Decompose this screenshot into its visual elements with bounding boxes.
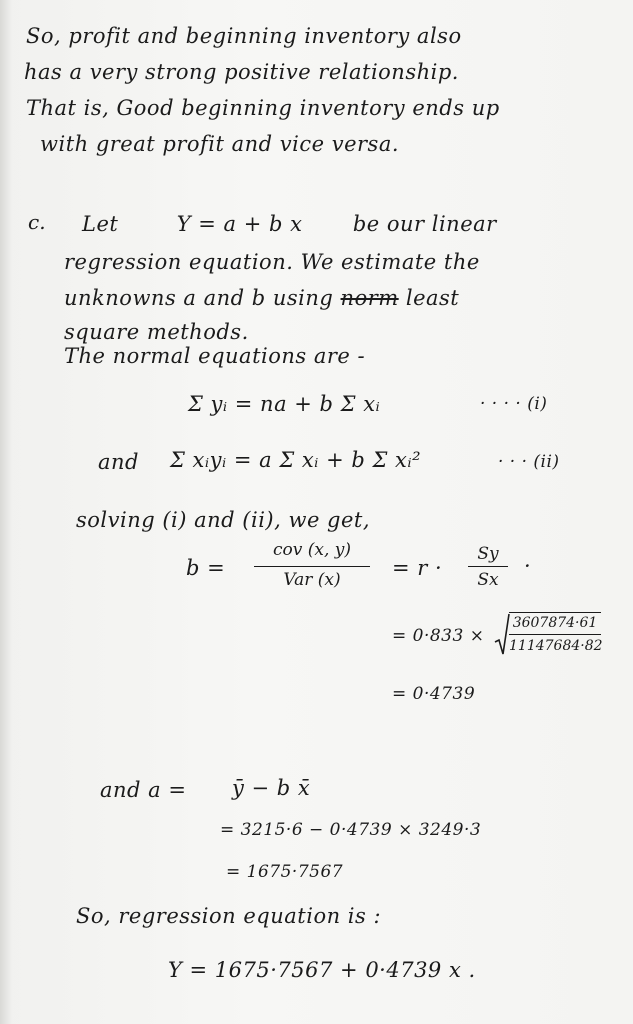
intro3-end: least xyxy=(405,286,460,310)
text-line: square methods. xyxy=(64,320,249,344)
text-line xyxy=(64,286,459,310)
text-line: regression equation. We estimate the xyxy=(64,250,480,274)
trailing-dot: · xyxy=(524,554,532,578)
a-result: = 1675·7567 xyxy=(226,862,344,882)
intro-let: Let xyxy=(82,212,119,236)
root-overline xyxy=(509,612,601,613)
text-line: That is, Good beginning inventory ends up xyxy=(26,96,500,120)
final-regression-equation: Y = 1675·7567 + 0·4739 x . xyxy=(168,958,476,982)
page-edge-shadow xyxy=(0,0,12,1024)
a-formula: ȳ − b x̄ xyxy=(232,776,311,800)
b-denominator: Var (x) xyxy=(283,570,341,590)
equation-tag-2: · · · (ii) xyxy=(498,452,560,472)
conclusion-line: So, regression equation is : xyxy=(76,904,382,928)
b-lhs: b = xyxy=(186,556,226,580)
square-root-icon xyxy=(494,612,510,658)
sqrt-numerator: 3607874·61 xyxy=(512,615,598,631)
text-line xyxy=(82,212,497,236)
part-c-label: c. xyxy=(28,210,46,234)
intro-rest: be our linear xyxy=(352,212,497,236)
text-line: with great profit and vice versa. xyxy=(40,132,400,156)
intro3-start: unknowns a and b using xyxy=(64,286,334,310)
b-equals-r: = r · xyxy=(392,556,443,580)
struck-word: norm xyxy=(340,286,399,310)
fraction-bar xyxy=(509,634,601,635)
sqrt-denominator: 11147684·82 xyxy=(509,638,603,654)
fraction-bar xyxy=(254,566,370,567)
b-result: = 0·4739 xyxy=(392,684,476,704)
model-equation: Y = a + b x xyxy=(176,212,303,236)
text-line: has a very strong positive relationship. xyxy=(24,60,459,84)
a-lhs: and a = xyxy=(100,778,187,802)
text-line: So, profit and beginning inventory also xyxy=(26,24,462,48)
text-line: The normal equations are - xyxy=(64,344,366,368)
eq2-and: and xyxy=(98,450,139,474)
b-step2: = 0·833 × xyxy=(392,626,485,646)
equation-tag-1: · · · · (i) xyxy=(480,394,548,414)
a-step2: = 3215·6 − 0·4739 × 3249·3 xyxy=(220,820,482,840)
normal-equation-2: Σ xᵢyᵢ = a Σ xᵢ + b Σ xᵢ² xyxy=(170,448,421,472)
sy-label: Sy xyxy=(477,544,499,564)
sx-label: Sx xyxy=(477,570,499,590)
fraction-bar xyxy=(468,566,508,567)
normal-equation-1: Σ yᵢ = na + b Σ xᵢ xyxy=(188,392,381,416)
b-numerator: cov (x, y) xyxy=(272,540,352,560)
solving-line: solving (i) and (ii), we get, xyxy=(76,508,371,532)
